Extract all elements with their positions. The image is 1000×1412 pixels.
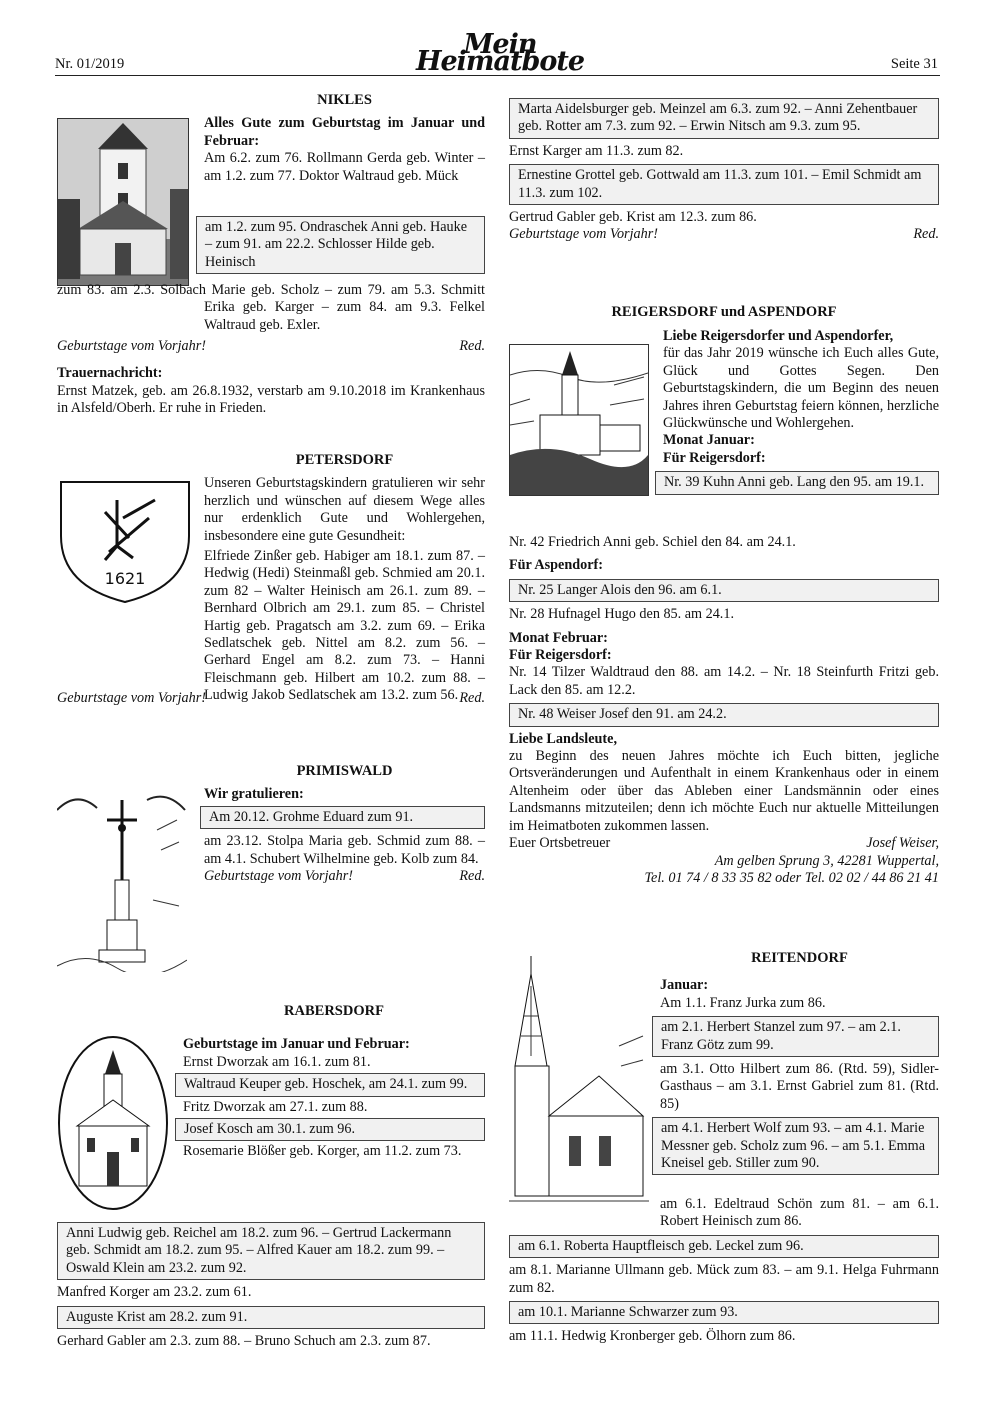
reitendorf-line-5: am 11.1. Hedwig Kronberger geb. Ölhorn zum 86. [509, 1328, 796, 1345]
reitendorf-line-3: am 6.1. Edeltraud Schön zum 81. – am 6.1. Robert Heinisch zum 86. [660, 1196, 939, 1230]
nikles-note-row [57, 338, 485, 355]
reigersdorf-month-1: Monat Januar: [663, 432, 755, 449]
continued-red: Red. [913, 226, 939, 243]
church-seal-rabersdorf [57, 1034, 169, 1212]
rabersdorf-line-3: Rosemarie Blößer geb. Korger, am 11.2. zum 73. [183, 1143, 462, 1160]
primiswald-box: Am 20.12. Grohme Eduard zum 91. [200, 806, 485, 829]
petersdorf-list-wrap [57, 548, 485, 705]
rabersdorf-lower [57, 1220, 485, 1350]
rabersdorf-line-1: Ernst Dworzak am 16.1. zum 81. [183, 1053, 371, 1070]
continued-section [509, 96, 939, 244]
nikles-birthdays-2-start [57, 282, 485, 334]
section-title-petersdorf: PETERSDORF [295, 452, 394, 468]
primiswald-note: Geburtstage vom Vorjahr! [204, 868, 353, 885]
petersdorf-section [204, 452, 485, 545]
petersdorf-intro: Unseren Geburtstagskindern gratulieren wir sehr herzlich und wünschen auf diesem Wege alles nur erdenklich Gute und Wohlergehen, insbesondere eine gute Gesundheit: [204, 475, 485, 544]
reigersdorf-title-wrap [509, 304, 939, 327]
continued-box-1: Marta Aidelsburger geb. Meinzel am 6.3. zum 92. – Anni Zehentbauer geb. Rotter am 7.3. zum 92. – Erwin Nitsch am 9.3. zum 95. [509, 98, 939, 139]
page-number: Seite 31 [890, 56, 938, 72]
nikles-birthdays-2: zum 83. am 2.3. Solbach Marie geb. Scholz – zum 79. am 5.3. Schmitt Erika geb. Karger – zum 84. am 9.3. Felkel Waltraud geb. Exler. [57, 282, 485, 333]
continued-box-2: Ernestine Grottel geb. Gottwald am 11.3. zum 101. – Emil Schmidt am 11.3. zum 102. [509, 164, 939, 205]
church-drawing-reitendorf [509, 956, 649, 1211]
primiswald-section [204, 763, 485, 885]
nikles-greeting: Alles Gute zum Geburtstag im Januar und Februar: [204, 115, 485, 149]
continued-line-2: Gertrud Gabler geb. Krist am 12.3. zum 86. [509, 209, 757, 226]
reigersdorf-sign-name: Josef Weiser, [866, 835, 939, 852]
rabersdorf-box-4: Auguste Krist am 28.2. zum 91. [57, 1306, 485, 1329]
mourn-text: Ernst Matzek, geb. am 26.8.1932, verstarb am 9.10.2018 im Krankenhaus in Alsfeld/Oberh. Er ruhe in Frieden. [57, 382, 485, 417]
reigersdorf-month-2: Monat Februar: [509, 629, 608, 646]
nikles-section [204, 92, 485, 185]
nikles-birthdays-1: Am 6.2. zum 76. Rollmann Gerda geb. Winter – am 1.2. zum 77. Doktor Waltraud geb. Mück [204, 150, 485, 184]
reigersdorf-dear: Liebe Landsleute, [509, 730, 617, 747]
reigersdorf-intro-block [663, 328, 939, 497]
reitendorf-month: Januar: [660, 977, 709, 994]
petersdorf-red: Red. [459, 690, 485, 706]
reigersdorf-for-1: Für Reigersdorf: [663, 449, 766, 466]
mourn-title: Trauernachricht: [57, 365, 163, 382]
section-title-nikles: NIKLES [317, 92, 372, 108]
reigersdorf-line-3: Nr. 14 Tilzer Waldtraud den 88. am 14.2. – Nr. 18 Steinfurth Fritzi geb. Lack den 85. am 12.2. [509, 664, 939, 698]
rabersdorf-box-1: Waltraud Keuper geb. Hoschek, am 24.1. zum 99. [175, 1073, 485, 1096]
reigersdorf-telephone: Tel. 01 74 / 8 33 35 82 oder Tel. 02 02 / 44 86 21 41 [644, 869, 939, 886]
rabersdorf-line-4: Manfred Korger am 23.2. zum 61. [57, 1284, 252, 1301]
reigersdorf-intro: für das Jahr 2019 wünsche ich Euch alles Gute, Glück und Gottes Segen. Den Geburtstagskindern, die um Beginn des neuen Jahres ihren Geburtstag feiern können, herzliche Glückwünsche und Wohlergehen. [663, 345, 939, 432]
reitendorf-line-2: am 3.1. Otto Hilbert zum 86. (Rtd. 59), Sidler-Gasthaus – am 3.1. Ernst Gabriel zum 81. (Rtd. 85) [660, 1061, 939, 1112]
primiswald-greeting: Wir gratulieren: [204, 786, 304, 803]
reigersdorf-letter: zu Beginn des neuen Jahres möchte ich Euch bitten, jegliche Ortsveränderungen und Aufenthalt in einem Krankenhaus oder in einem Altenheim oder über das Ableben einer Landsmännin oder eines Landsmanns mitzuteilen; denn ich möchte Euch nur aktuelle Mitteilungen im Heimatboten zukommen lassen. [509, 748, 939, 834]
nikles-note: Geburtstage vom Vorjahr! [57, 338, 206, 354]
reigersdorf-box-1: Nr. 39 Kuhn Anni geb. Lang den 95. am 19.1. [655, 471, 939, 494]
rabersdorf-greeting: Geburtstage im Januar und Februar: [183, 1036, 410, 1053]
reigersdorf-line-1: Nr. 42 Friedrich Anni geb. Schiel den 84. am 24.1. [509, 534, 796, 550]
reitendorf-box-1: am 2.1. Herbert Stanzel zum 97. – am 2.1. Franz Götz zum 99. [652, 1016, 939, 1057]
rabersdorf-line-5: Gerhard Gabler am 2.3. zum 88. – Bruno Schuch am 2.3. zum 87. [57, 1333, 431, 1350]
header-rule [55, 75, 940, 76]
wayside-cross-drawing [57, 790, 187, 972]
reigersdorf-greeting: Liebe Reigersdorfer und Aspendorfer, [663, 328, 894, 344]
reigersdorf-line-2: Nr. 28 Hufnagel Hugo den 85. am 24.1. [509, 606, 734, 623]
reitendorf-box-3: am 6.1. Roberta Hauptfleisch geb. Leckel zum 96. [509, 1235, 939, 1258]
section-title-rabersdorf: RABERSDORF [284, 1003, 384, 1019]
reitendorf-lower [509, 1196, 939, 1346]
village-church-drawing [509, 344, 649, 496]
continued-note-row [509, 226, 939, 243]
church-photo-nikles [57, 118, 189, 286]
petersdorf-note: Geburtstage vom Vorjahr! [57, 690, 206, 706]
newspaper-logo: Mein Heimatbote [415, 29, 585, 78]
primiswald-red: Red. [459, 868, 485, 885]
reitendorf-box-4: am 10.1. Marianne Schwarzer zum 93. [509, 1301, 939, 1324]
reigersdorf-signature-row [509, 835, 939, 852]
petersdorf-note-row [57, 690, 485, 707]
rabersdorf-box-2: Josef Kosch am 30.1. zum 96. [175, 1118, 485, 1141]
reigersdorf-sign-left: Euer Ortsbetreuer [509, 835, 611, 852]
primiswald-note-row [204, 868, 485, 885]
section-title-reigersdorf: REIGERSDORF und ASPENDORF [611, 304, 837, 320]
reigersdorf-lower [509, 534, 939, 887]
reigersdorf-for-2: Für Aspendorf: [509, 557, 603, 574]
nikles-footer [57, 338, 485, 418]
continued-line-1: Ernst Karger am 11.3. zum 82. [509, 142, 684, 159]
section-title-reitendorf: REITENDORF [751, 950, 848, 966]
reigersdorf-address: Am gelben Sprung 3, 42281 Wuppertal, [714, 852, 939, 869]
crest-year: 1621 [104, 569, 146, 588]
reigersdorf-box-2: Nr. 25 Langer Alois den 96. am 6.1. [509, 579, 939, 602]
rabersdorf-line-2: Fritz Dworzak am 27.1. zum 88. [183, 1098, 368, 1115]
reitendorf-line-4: am 8.1. Marianne Ullmann geb. Mück zum 83. – am 9.1. Helga Fuhrmann zum 82. [509, 1262, 939, 1296]
reitendorf-section [660, 950, 939, 1177]
primiswald-birthdays: am 23.12. Stolpa Maria geb. Schmid zum 88. – am 4.1. Schubert Wilhelmine geb. Kolb zum 84. [204, 833, 485, 867]
reitendorf-box-2: am 4.1. Herbert Wolf zum 93. – am 4.1. Marie Messner geb. Scholz zum 96. – am 5.1. Emma Kneisel geb. Stiller zum 90. [652, 1117, 939, 1175]
nikles-red: Red. [459, 338, 485, 354]
petersdorf-footer [57, 690, 485, 707]
reigersdorf-box-3: Nr. 48 Weiser Josef den 91. am 24.2. [509, 703, 939, 726]
nikles-box: am 1.2. zum 95. Ondraschek Anni geb. Hauke – zum 91. am 22.2. Schlosser Hilde geb. Heinisch [196, 216, 485, 274]
issue-number: Nr. 01/2019 [55, 56, 125, 72]
rabersdorf-box-3: Anni Ludwig geb. Reichel am 18.2. zum 96. – Gertrud Lackermann geb. Schmidt am 18.2. zum 95. – Alfred Kauer am 18.2. zum 99. – Oswald Klein am 23.2. zum 92. [57, 1222, 485, 1280]
section-title-primiswald: PRIMISWALD [296, 763, 393, 779]
rabersdorf-section [183, 1003, 485, 1161]
petersdorf-list: Elfriede Zinßer geb. Habiger am 18.1. zum 87. – Hedwig (Hedi) Steinmaßl geb. Schmied am 20.1. zum 82 – Walter Heinisch am 26.1. zum 89. – Bernhard Olbrich am 29.1. zum 85. – Christel Hartig geb. Pragatsch am 3.2. zum 69. – Erika Sedlatschek geb. Nittel am 8.2. zum 56. – Gerhard Engel am 8.2. zum 73. – Hanni Fleischmann geb. Hilbert am 10.2. zum 88. – Ludwig Jakob Sedlatschek am 13.2. zum 56. [204, 548, 485, 704]
reigersdorf-for-3: Für Reigersdorf: [509, 647, 612, 664]
continued-note: Geburtstage vom Vorjahr! [509, 226, 658, 243]
reitendorf-line-1: Am 1.1. Franz Jurka zum 86. [660, 994, 826, 1011]
